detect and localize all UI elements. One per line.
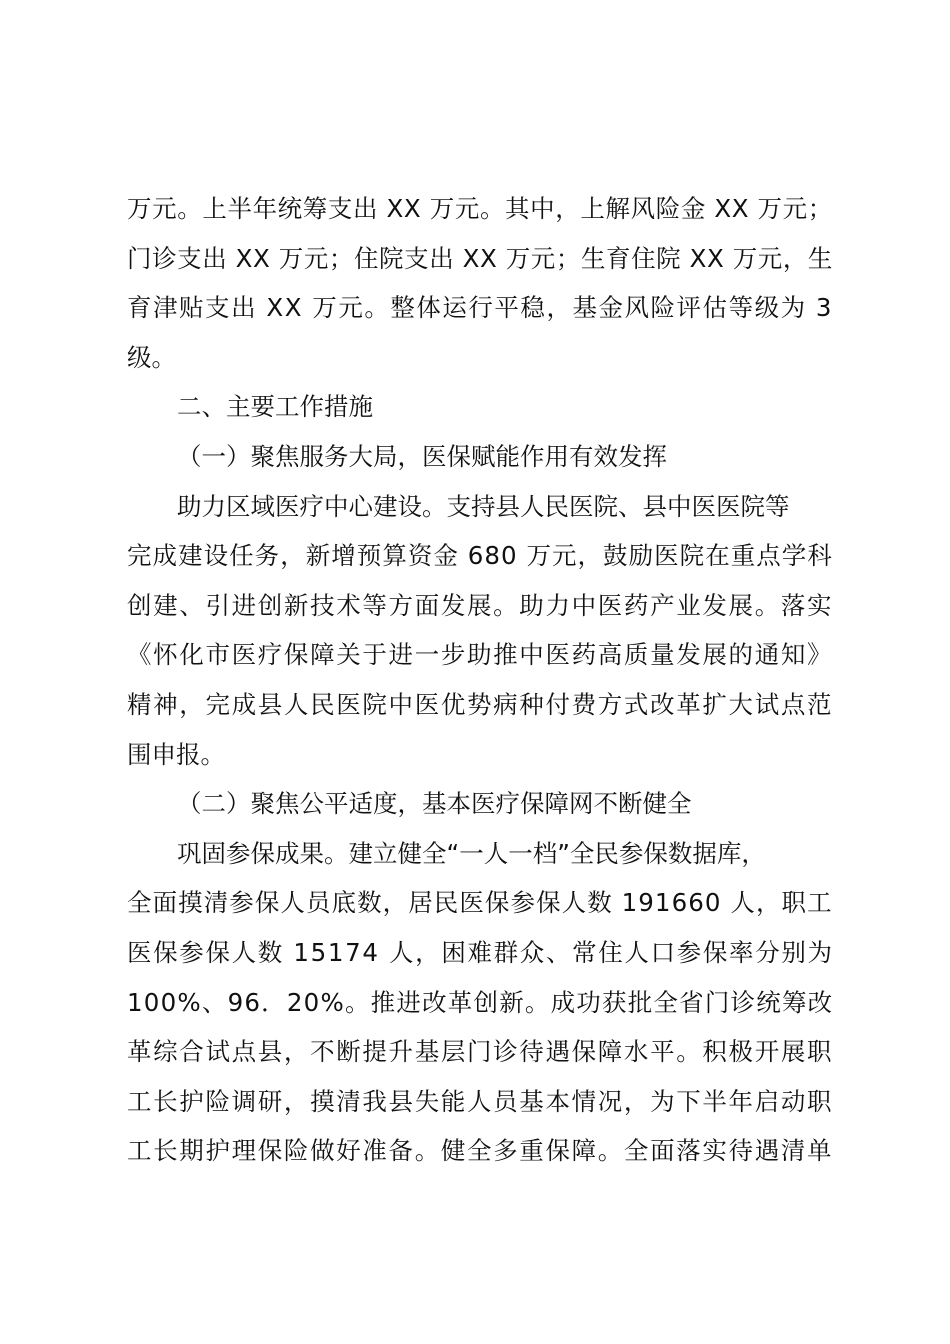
line-text: 万元。上半年统筹支出 XX 万元。其中，上解风险金 XX 万元； [127, 194, 833, 223]
line-text: 创建、引进创新技术等方面发展。助力中医药产业发展。落实 [127, 590, 834, 620]
line-text: 巩固参保成果。建立健全“一人一档”全民参保数据库， [177, 838, 766, 868]
subsection-heading [127, 432, 832, 482]
line-text: 工长护险调研，摸清我县失能人员基本情况，为下半年启动职 [127, 1086, 834, 1116]
line-text: 全面摸清参保人员底数，居民医保参保人数 191660 人，职工 [127, 888, 833, 918]
paragraph-start-line [127, 829, 832, 879]
text-line [127, 283, 832, 333]
line-text: 级。 [127, 342, 176, 372]
line-text: 完成建设任务，新增预算资金 680 万元，鼓励医院在重点学科 [127, 541, 833, 571]
line-text: 医保参保人数 15174 人，困难群众、常住人口参保率分别为 [127, 937, 834, 967]
line-text: 100%、96．20%。推进改革创新。成功获批全省门诊统筹改 [127, 987, 834, 1017]
text-line [127, 1077, 832, 1127]
line-text: 革综合试点县，不断提升基层门诊待遇保障水平。积极开展职 [127, 1037, 834, 1067]
paragraph-start-line [127, 482, 832, 532]
text-line [127, 680, 832, 730]
text-line [127, 730, 832, 780]
line-text: 精神，完成县人民医院中医优势病种付费方式改革扩大试点范 [127, 689, 834, 719]
line-text: 《怀化市医疗保障关于进一步助推中医药高质量发展的通知》 [127, 640, 834, 670]
text-line [127, 1027, 832, 1077]
text-line [127, 184, 832, 234]
heading-text: 二、主要工作措施 [177, 392, 373, 422]
text-line [127, 234, 832, 284]
text-line [127, 878, 832, 928]
heading-text: （一）聚焦服务大局，医保赋能作用有效发挥 [177, 441, 667, 471]
text-line [127, 581, 832, 631]
text-line [127, 531, 832, 581]
line-text: 工长期护理保险做好准备。健全多重保障。全面落实待遇清单 [127, 1136, 834, 1166]
heading-text: （二）聚焦公平适度，基本医疗保障网不断健全 [177, 789, 692, 819]
text-line [127, 928, 832, 978]
line-text: 助力区域医疗中心建设。支持县人民医院、县中医医院等 [177, 491, 790, 521]
text-line [127, 978, 832, 1028]
document-body [127, 184, 832, 1176]
text-line [127, 333, 832, 383]
subsection-heading [127, 779, 832, 829]
line-text: 围申报。 [127, 739, 225, 769]
text-line [127, 630, 832, 680]
section-heading [127, 382, 832, 432]
line-text: 育津贴支出 XX 万元。整体运行平稳，基金风险评估等级为 3 [127, 293, 834, 323]
line-text: 门诊支出 XX 万元；住院支出 XX 万元；生育住院 XX 万元，生 [127, 243, 834, 273]
text-line [127, 1126, 832, 1176]
